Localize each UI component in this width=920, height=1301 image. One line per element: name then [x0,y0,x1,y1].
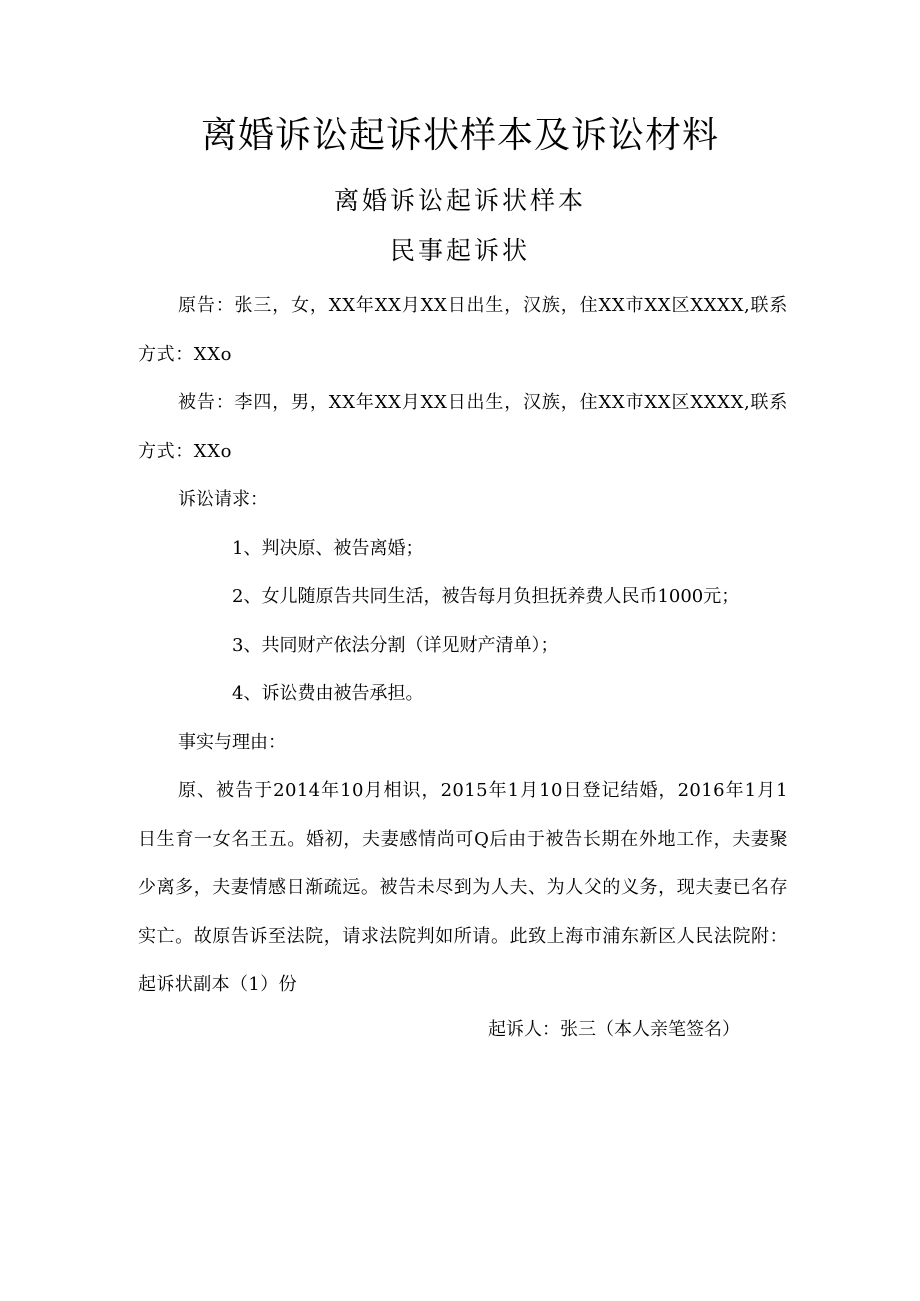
request-item-2: 2、女儿随原告共同生活，被告每月负担抚养费人民币1000元； [232,586,740,607]
sub-title: 离婚诉讼起诉状样本 [333,186,586,215]
defendant-paragraph: 被告：李四，男，XX年XX月XX日出生，汉族，住XX市XX区XXXX,联系方式：XXo [138,392,788,462]
facts-paragraph: 原、被告于2014年10月相识，2015年1月10日登记结婚，2016年1月1日生育一女名王五。婚初，夫妻感情尚可Q后由于被告长期在外地工作，夫妻聚少离多，夫妻情感日渐疏远。被告未尽到为人夫、为人父的义务，现夫妻已名存实亡。故原告诉至法院，请求法院判如所请。此致上海市浦东新区人民法院附：起诉状副本（1）份 [138,780,788,995]
request-item-3: 3、共同财产依法分割（详见财产清单）； [232,634,559,656]
requests-label: 诉讼请求： [178,489,268,510]
document-title: 民事起诉状 [389,236,530,265]
request-item-1: 1、判决原、被告离婚； [232,537,424,559]
document-body [138,282,788,1010]
plaintiff-paragraph: 原告：张三，女，XX年XX月XX日出生，汉族，住XX市XX区XXXX,联系方式：XXo [138,295,788,365]
request-item-4: 4、诉讼费由被告承担。 [232,683,424,704]
main-title: 离婚诉讼起诉状样本及诉讼材料 [200,115,719,156]
facts-label: 事实与理由： [178,731,286,753]
signature-line: 起诉人：张三（本人亲笔签名） [488,1019,740,1040]
